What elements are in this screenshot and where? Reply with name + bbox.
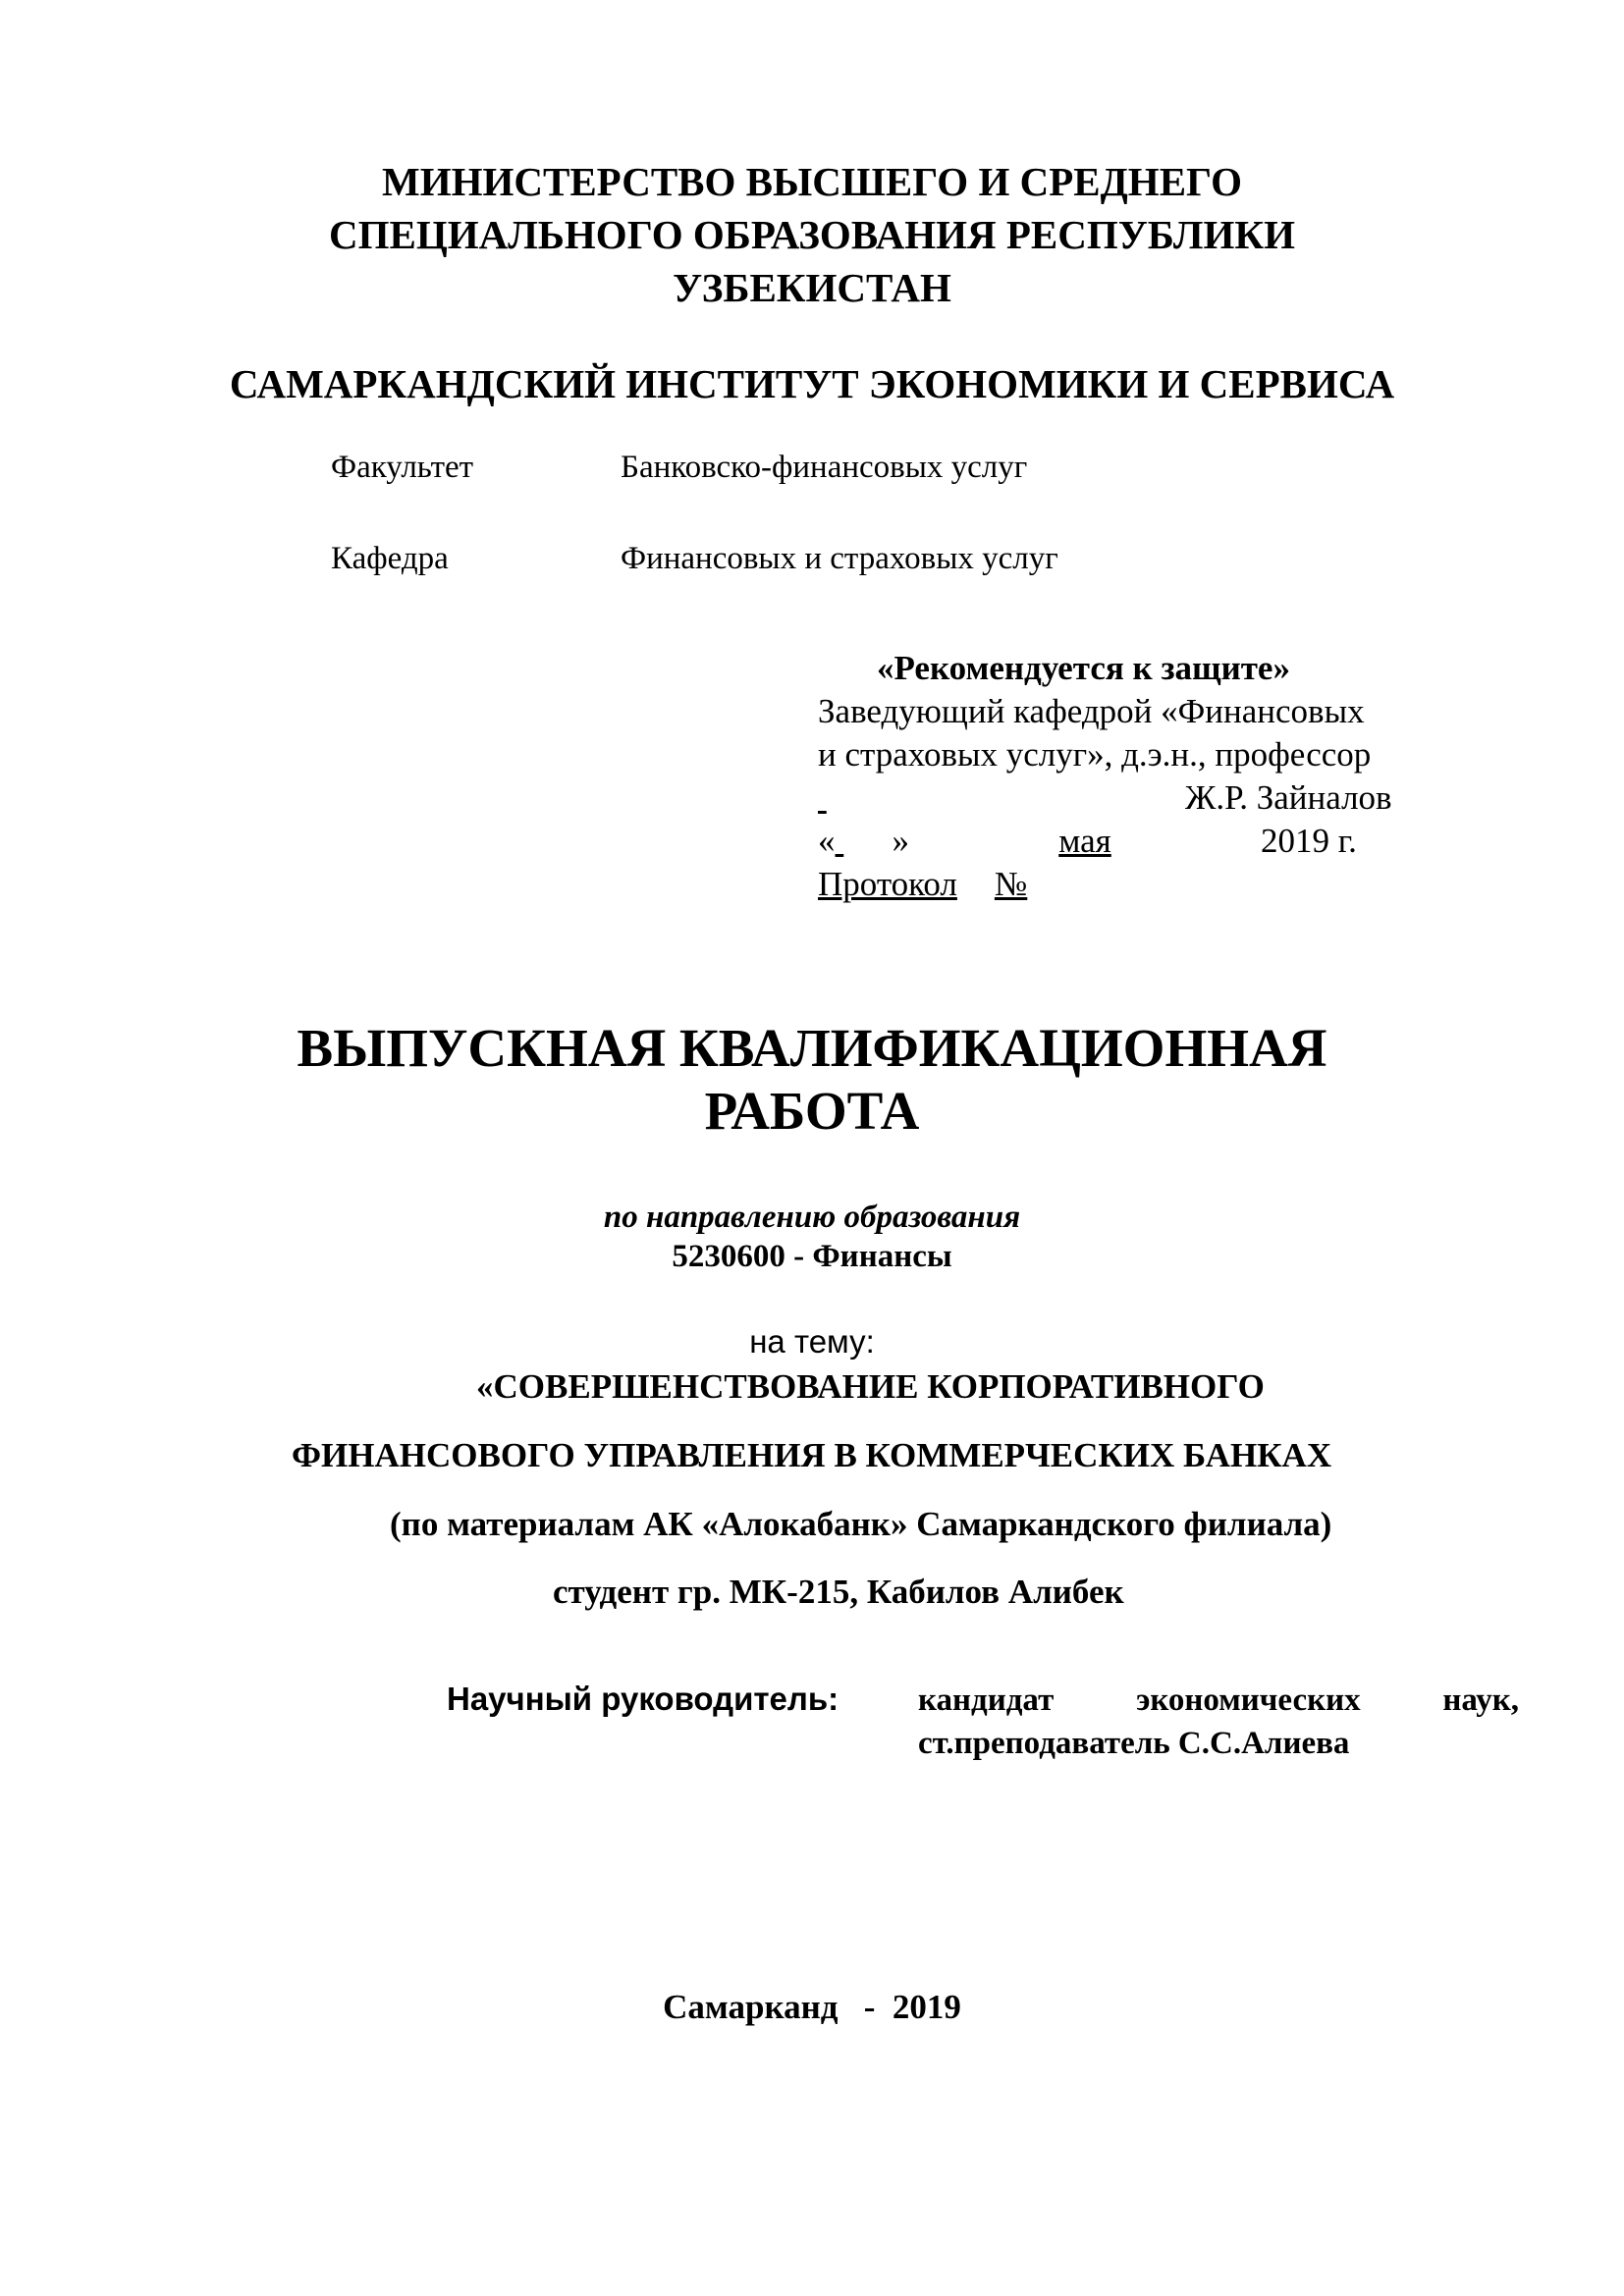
recommendation-block xyxy=(818,647,1446,906)
supervisor-value xyxy=(918,1679,1519,1765)
supervisor-label: Научный руководитель: xyxy=(447,1681,839,1717)
recommendation-heading: «Рекомендуется к защите» xyxy=(877,649,1290,687)
department-value: Финансовых и страховых услуг xyxy=(621,541,1058,576)
department-label: Кафедра xyxy=(331,541,449,576)
date-line xyxy=(818,820,1446,863)
recommendation-line-1: Заведующий кафедрой «Финансовых xyxy=(818,692,1365,730)
protocol-label: Протокол xyxy=(818,865,957,903)
recommendation-line-2: и страховых услуг», д.э.н., профессор xyxy=(818,735,1372,774)
supervisor-name: ст.преподаватель С.С.Алиева xyxy=(918,1726,1350,1761)
date-month: мая xyxy=(1058,822,1111,860)
work-title xyxy=(0,1017,1624,1143)
faculty-label: Факультет xyxy=(331,450,474,485)
ministry-line-2: СПЕЦИАЛЬНОГО ОБРАЗОВАНИЯ РЕСПУБЛИКИ xyxy=(329,212,1295,257)
ministry-line-1: МИНИСТЕРСТВО ВЫСШЕГО И СРЕДНЕГО xyxy=(382,159,1242,204)
faculty-row xyxy=(331,448,1215,487)
footer-city-year: Самарканд - 2019 xyxy=(663,1988,961,2026)
date-year: 2019 г. xyxy=(1261,822,1357,860)
protocol-number-sign: № xyxy=(994,865,1028,903)
ministry-line-3: УЗБЕКИСТАН xyxy=(673,265,951,310)
signature-blank xyxy=(818,776,1185,820)
faculty-value: Банковско-финансовых услуг xyxy=(621,450,1028,485)
institute-name: САМАРКАНДСКИЙ ИНСТИТУТ ЭКОНОМИКИ И СЕРВИСА xyxy=(229,361,1395,406)
signature-line xyxy=(818,776,1446,820)
topic-label: на тему: xyxy=(749,1323,875,1360)
topic-line-2: ФИНАНСОВОГО УПРАВЛЕНИЯ В КОММЕРЧЕСКИХ БАНКАХ xyxy=(292,1436,1332,1474)
topic-line-3: (по материалам АК «Алокабанк» Самаркандского филиала) xyxy=(390,1505,1332,1543)
date-open-quote: « xyxy=(818,822,836,860)
day-blank xyxy=(836,820,893,863)
student-line: студент гр. МК-215, Кабилов Алибек xyxy=(553,1573,1124,1611)
signature-name: Ж.Р. Зайналов xyxy=(1185,778,1392,817)
protocol-line xyxy=(818,863,1419,906)
date-close-quote: » xyxy=(892,822,909,860)
ministry-header xyxy=(0,155,1624,314)
work-title-line-1: ВЫПУСКНАЯ КВАЛИФИКАЦИОННАЯ xyxy=(297,1018,1327,1078)
department-row xyxy=(331,539,1215,578)
supervisor-degree: кандидат экономических наук, xyxy=(918,1682,1519,1718)
work-title-line-2: РАБОТА xyxy=(704,1081,920,1141)
direction-code: 5230600 - Финансы xyxy=(672,1239,952,1274)
topic-line-1: «СОВЕРШЕНСТВОВАНИЕ КОРПОРАТИВНОГО xyxy=(476,1367,1265,1406)
direction-label: по направлению образования xyxy=(603,1200,1021,1235)
month-field xyxy=(909,820,1261,863)
